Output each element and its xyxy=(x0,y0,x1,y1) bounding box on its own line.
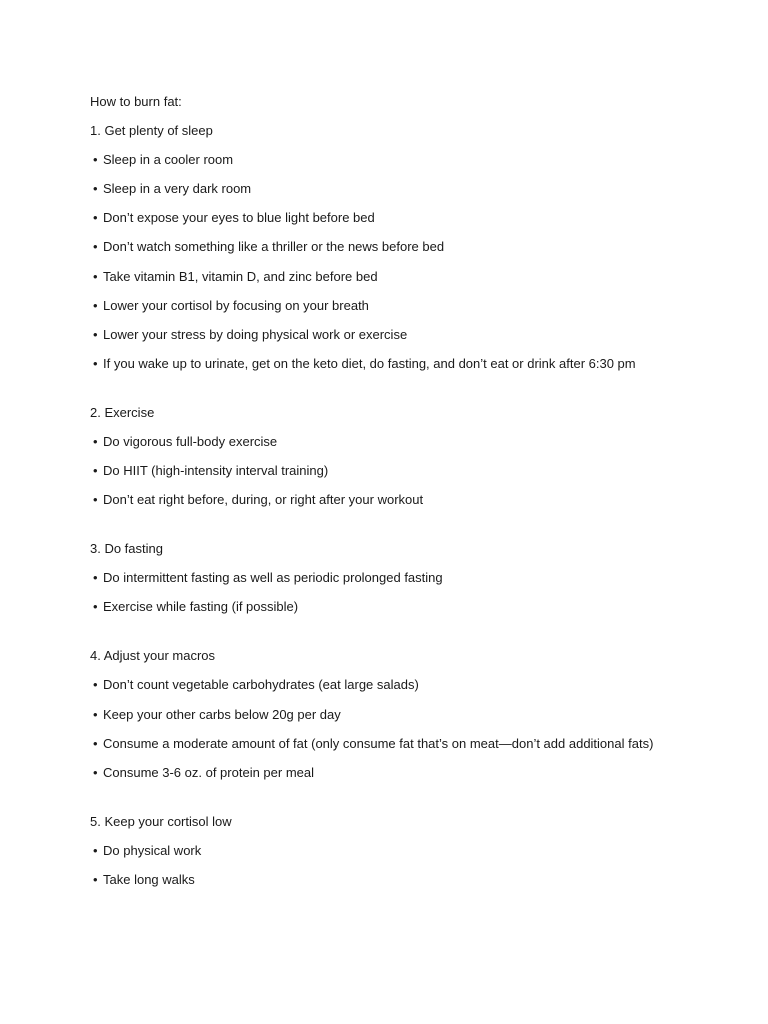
bullet-text: Lower your cortisol by focusing on your breath xyxy=(103,297,369,313)
bullet-dot-icon: • xyxy=(93,871,98,887)
bullet-item xyxy=(90,237,730,257)
bullet-dot-icon: • xyxy=(93,152,98,168)
bullet-dot-icon: • xyxy=(93,433,98,449)
bullet-dot-icon: • xyxy=(93,355,98,371)
bullet-dot-icon: • xyxy=(93,570,98,586)
bullet-text: Don’t count vegetable carbohydrates (eat large salads) xyxy=(103,677,419,693)
bullet-item xyxy=(90,267,730,287)
bullet-text: Do HIIT (high-intensity interval training) xyxy=(103,463,329,479)
bullet-text: Take vitamin B1, vitamin D, and zinc before bed xyxy=(103,268,378,284)
section-1 xyxy=(90,121,730,374)
bullet-text: Do intermittent fasting as well as periodic prolonged fasting xyxy=(103,570,443,586)
bullet-text: Don’t eat right before, during, or right after your workout xyxy=(103,492,424,508)
bullet-item xyxy=(90,296,730,316)
bullet-item xyxy=(90,870,730,890)
bullet-text: If you wake up to urinate, get on the keto diet, do fasting, and don’t eat or drink after 6:30 pm xyxy=(103,355,636,371)
section-5 xyxy=(90,812,730,890)
bullet-text: Sleep in a cooler room xyxy=(103,152,234,168)
bullet-text: Lower your stress by doing physical work or exercise xyxy=(103,326,408,342)
bullet-dot-icon: • xyxy=(93,764,98,780)
bullet-dot-icon: • xyxy=(93,239,98,255)
bullet-text: Take long walks xyxy=(103,871,195,887)
bullet-item xyxy=(90,705,730,725)
bullet-dot-icon: • xyxy=(93,706,98,722)
bullet-dot-icon: • xyxy=(93,599,98,615)
document-body xyxy=(90,92,730,919)
section-heading: 4. Adjust your macros xyxy=(90,648,215,664)
bullet-text: Consume a moderate amount of fat (only consume fat that’s on meat—don’t add additional fats) xyxy=(103,735,654,751)
bullet-dot-icon: • xyxy=(93,297,98,313)
section-2 xyxy=(90,403,730,510)
sections-container xyxy=(90,121,730,890)
bullet-text: Don’t expose your eyes to blue light before bed xyxy=(103,210,375,226)
section-heading: 3. Do fasting xyxy=(90,541,163,557)
document-title: How to burn fat: xyxy=(90,94,182,109)
section-heading: 1. Get plenty of sleep xyxy=(90,123,213,139)
bullet-item xyxy=(90,325,730,345)
section-heading: 2. Exercise xyxy=(90,404,155,420)
bullet-item xyxy=(90,432,730,452)
bullet-dot-icon: • xyxy=(93,463,98,479)
bullet-dot-icon: • xyxy=(93,326,98,342)
bullet-text: Sleep in a very dark room xyxy=(103,181,252,197)
bullet-item xyxy=(90,841,730,861)
bullet-dot-icon: • xyxy=(93,735,98,751)
bullet-item xyxy=(90,208,730,228)
section-3 xyxy=(90,539,730,617)
section-4 xyxy=(90,646,730,782)
bullet-text: Exercise while fasting (if possible) xyxy=(103,599,299,615)
bullet-item xyxy=(90,354,730,374)
bullet-text: Don’t watch something like a thriller or the news before bed xyxy=(103,239,445,255)
bullet-item xyxy=(90,597,730,617)
bullet-dot-icon: • xyxy=(93,268,98,284)
bullet-item xyxy=(90,150,730,170)
section-heading: 5. Keep your cortisol low xyxy=(90,813,232,829)
bullet-text: Do physical work xyxy=(103,842,202,858)
bullet-item xyxy=(90,461,730,481)
bullet-text: Consume 3-6 oz. of protein per meal xyxy=(103,764,314,780)
bullet-item xyxy=(90,490,730,510)
bullet-dot-icon: • xyxy=(93,677,98,693)
bullet-text: Do vigorous full-body exercise xyxy=(103,433,278,449)
bullet-dot-icon: • xyxy=(93,492,98,508)
bullet-dot-icon: • xyxy=(93,181,98,197)
bullet-item xyxy=(90,734,730,754)
bullet-item xyxy=(90,568,730,588)
bullet-item xyxy=(90,179,730,199)
bullet-item xyxy=(90,763,730,783)
bullet-dot-icon: • xyxy=(93,842,98,858)
bullet-item xyxy=(90,675,730,695)
bullet-dot-icon: • xyxy=(93,210,98,226)
bullet-text: Keep your other carbs below 20g per day xyxy=(103,706,341,722)
